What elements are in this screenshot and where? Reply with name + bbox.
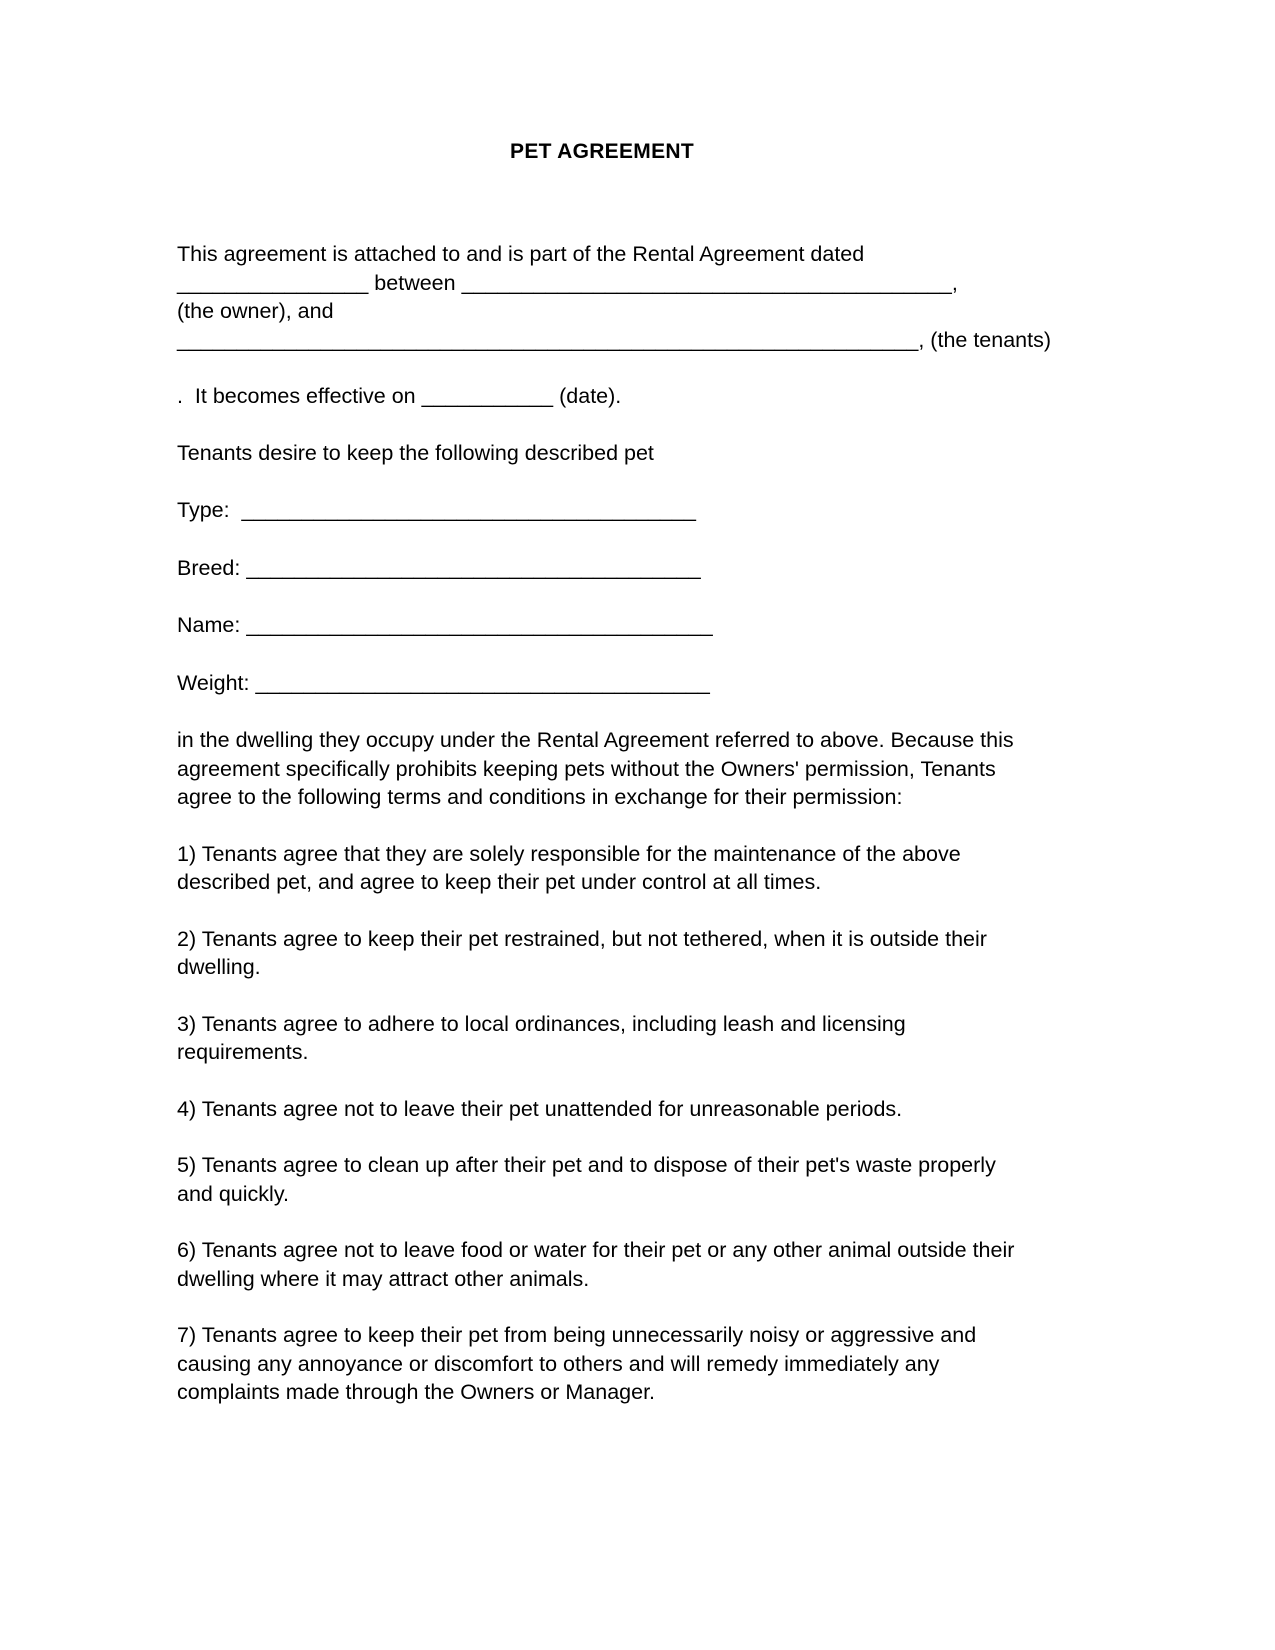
spacer [177,640,1027,669]
field-name [177,611,1027,640]
spacer [177,582,1027,611]
field-name-label: Name: [177,613,241,637]
spacer [177,354,1027,382]
preamble-paragraph: in the dwelling they occupy under the Rental Agreement referred to above. Because this agreement specifically prohibits keeping pets without the Owners' permission, Tenants agree to the following terms and conditions in exchange for their permission: [177,728,1014,809]
page-title: PET AGREEMENT [510,140,694,163]
spacer [177,1067,1027,1095]
spacer [177,897,1027,925]
intro-line-1: This agreement is attached to and is part of the Rental Agreement dated [177,242,865,266]
term-item-4: 4) Tenants agree not to leave their pet unattended for unreasonable periods. [177,1096,903,1121]
spacer [177,525,1027,554]
spacer [177,467,1027,496]
tenants-label: , (the tenants) [918,327,1052,352]
field-name-blank[interactable]: _______________________________________ [246,613,713,637]
effective-date-line [177,382,1027,411]
field-type-label: Type: [177,498,230,522]
field-weight-label: Weight: [177,670,250,695]
field-type [177,496,1027,525]
effective-date-blank[interactable]: ___________ [421,384,554,408]
tenants-line [177,326,1052,355]
field-breed-blank[interactable]: ______________________________________ [246,555,701,580]
term-item-1: 1) Tenants agree that they are solely responsible for the maintenance of the above described pet, and agree to keep their pet under control at all times. [177,841,961,894]
spacer [177,411,1027,439]
field-breed-label: Breed: [177,555,241,580]
field-weight-blank[interactable]: ______________________________________ [255,670,710,695]
intro-line-2-comma: , [951,270,958,295]
intro-block [177,240,1052,354]
spacer [177,812,1027,840]
field-weight [177,669,1027,698]
effective-date-suffix: (date). [553,384,622,408]
field-breed [177,554,1027,583]
term-item-3: 3) Tenants agree to adhere to local ordinances, including leash and licensing requirements. [177,1011,906,1064]
term-item-6: 6) Tenants agree not to leave food or water for their pet or any other animal outside their dwelling where it may attract other animals. [177,1238,1015,1291]
rental-date-blank[interactable]: ________________ [177,270,369,295]
term-item-5: 5) Tenants agree to clean up after their pet and to dispose of their pet's waste properly and quickly. [177,1153,996,1206]
owner-label-line: (the owner), and [177,299,334,323]
document-content [177,0,1052,1407]
effective-date-prefix: . It becomes effective on [177,384,422,408]
spacer [177,1123,1027,1151]
field-type-blank[interactable]: ______________________________________ [241,498,696,522]
spacer [177,1208,1027,1236]
tenant-names-blank[interactable]: ______________________________________________________________ [177,327,919,352]
intro-line-2 [177,269,1027,298]
spacer [177,697,1027,726]
term-item-7: 7) Tenants agree to keep their pet from being unnecessarily noisy or aggressive and causing any annoyance or discomfort to others and will remedy immediately any complaints made through the Owners or Manager. [177,1323,977,1404]
document-body [177,240,1052,1407]
spacer [177,982,1027,1010]
field-type-spacer [230,498,242,522]
spacer [177,1293,1027,1321]
term-item-2: 2) Tenants agree to keep their pet restrained, but not tethered, when it is outside their dwelling. [177,926,987,979]
pet-description-intro: Tenants desire to keep the following described pet [177,440,654,465]
owner-name-blank[interactable]: _________________________________________ [461,270,952,295]
intro-between-label: between [368,270,462,295]
